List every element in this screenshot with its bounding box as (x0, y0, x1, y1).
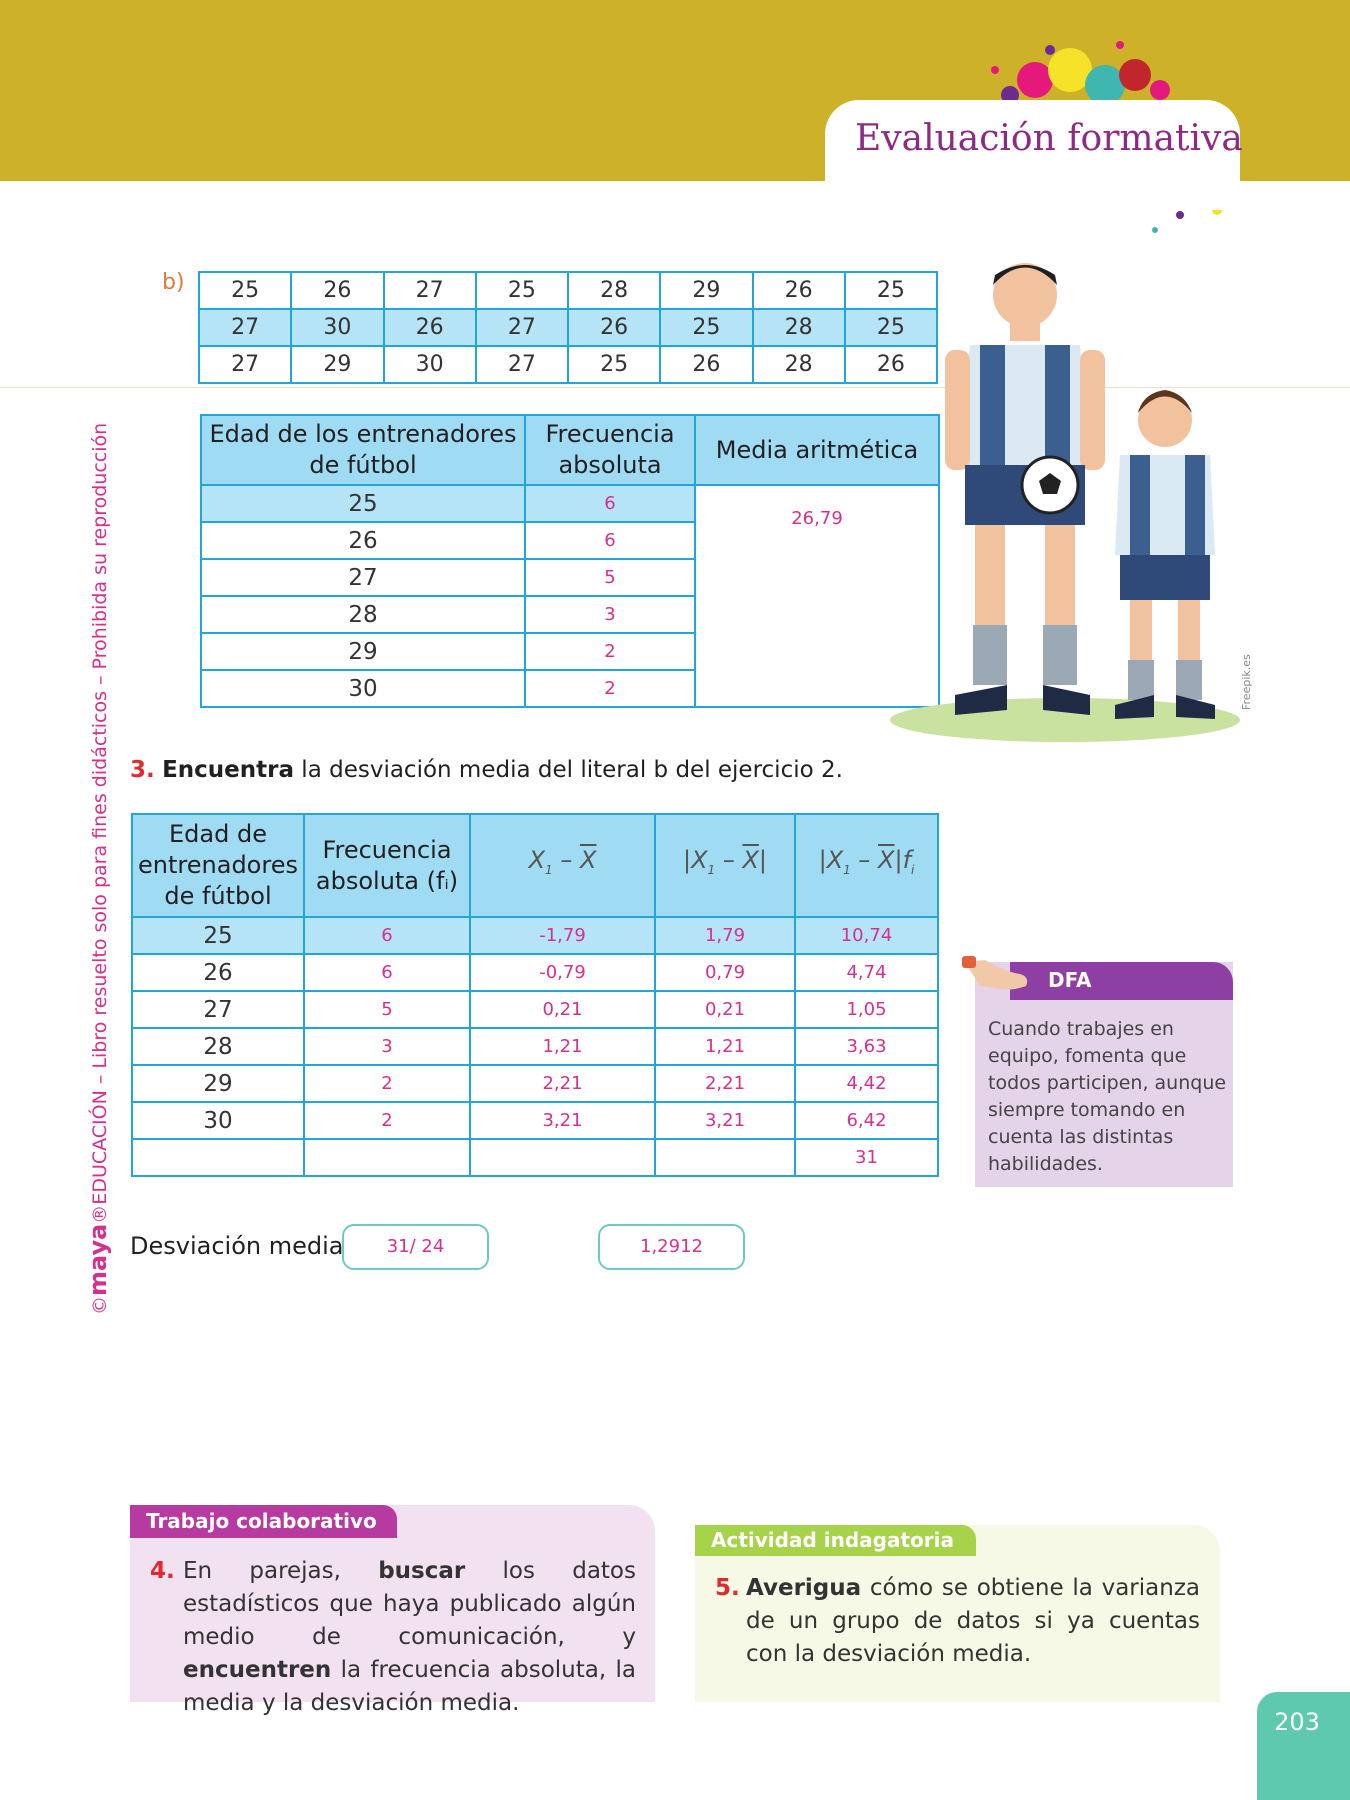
exercise-b-label: b) (162, 270, 185, 295)
age-cell: 26 (132, 954, 304, 991)
table-row (132, 954, 938, 991)
answer-box-fraction: 31/ 24 (342, 1224, 489, 1270)
header-deviation (470, 814, 655, 917)
data-cell: 25 (845, 272, 937, 309)
absolute-deviation-cell: 0,79 (655, 954, 795, 991)
question-number: 3. (130, 757, 155, 783)
data-cell: 27 (476, 346, 568, 383)
question-verb: Encuentra (162, 757, 294, 783)
question-4: 4. En parejas, buscar los datos estadísticos que haya publicado algún medio de comunicación, y encuentren la frecuencia absoluta, la media y la desviación media. (150, 1555, 636, 1720)
soccer-players-illustration (885, 255, 1265, 745)
frequency-cell: 5 (304, 991, 470, 1028)
header-frequency: Frecuencia absoluta (fᵢ) (304, 814, 470, 917)
data-cell: 28 (753, 309, 845, 346)
absolute-deviation-cell: 3,21 (655, 1102, 795, 1139)
deviation-cell: -0,79 (470, 954, 655, 991)
table-row (132, 1102, 938, 1139)
age-cell: 28 (201, 596, 525, 633)
frequency-cell: 6 (525, 485, 695, 522)
data-cell: 26 (291, 272, 383, 309)
mean-value: 26,79 (695, 485, 939, 707)
age-cell: 28 (132, 1028, 304, 1065)
data-cell: 28 (568, 272, 660, 309)
deviation-cell: 2,21 (470, 1065, 655, 1102)
table-row (132, 1065, 938, 1102)
data-cell: 26 (845, 346, 937, 383)
weighted-deviation-cell: 1,05 (795, 991, 938, 1028)
frequency-table (200, 414, 940, 708)
deviation-cell: -1,79 (470, 917, 655, 954)
age-cell: 25 (132, 917, 304, 954)
age-cell: 27 (132, 991, 304, 1028)
table-row (132, 991, 938, 1028)
age-cell (132, 1139, 304, 1176)
dfa-text: Cuando trabajes en equipo, fomenta que todos participen, aunque siempre tomando en cuenta las distintas habilidades. (988, 1018, 1227, 1175)
table-row (132, 1028, 938, 1065)
deviation-cell (470, 1139, 655, 1176)
frequency-cell: 6 (304, 954, 470, 991)
table-header-row (201, 415, 939, 485)
frequency-cell: 6 (525, 522, 695, 559)
deviation-cell: 3,21 (470, 1102, 655, 1139)
table-row (199, 346, 937, 383)
absolute-deviation-formula: $|X_1 - \overline{X}|$ (683, 846, 767, 877)
data-cell: 25 (845, 309, 937, 346)
age-cell: 30 (132, 1102, 304, 1139)
frequency-cell: 2 (304, 1102, 470, 1139)
weighted-deviation-cell: 3,63 (795, 1028, 938, 1065)
question-number: 5. (715, 1575, 740, 1601)
hand-icon (960, 952, 1040, 1002)
data-cell: 27 (384, 272, 476, 309)
table-row (132, 917, 938, 954)
data-cell: 28 (753, 346, 845, 383)
dfa-header (1010, 962, 1233, 1000)
header-frequency: Frecuencia absoluta (525, 415, 695, 485)
age-cell: 29 (201, 633, 525, 670)
data-cell: 29 (291, 346, 383, 383)
question-number: 4. (150, 1558, 175, 1584)
question-text: la desviación media del literal b del ejercicio 2. (294, 757, 843, 783)
answer-box-decimal: 1,2912 (598, 1224, 745, 1270)
deviation-formula: $X_1 - \overline{X}$ (528, 846, 597, 877)
age-cell: 30 (201, 670, 525, 707)
data-cell: 30 (384, 346, 476, 383)
header-mean: Media aritmética (695, 415, 939, 485)
frequency-cell: 3 (304, 1028, 470, 1065)
frequency-cell: 6 (304, 917, 470, 954)
data-cell: 27 (199, 309, 291, 346)
table-row (199, 272, 937, 309)
data-cell: 27 (476, 309, 568, 346)
header-age: Edad de los entrenadores de fútbol (201, 415, 525, 485)
frequency-cell: 3 (525, 596, 695, 633)
copyright-side-text: ©maya®EDUCACIÓN – Libro resuelto solo para fines didácticos – Prohibida su reproducción (84, 422, 112, 1315)
frequency-cell: 2 (525, 633, 695, 670)
table-row (201, 485, 939, 522)
data-cell: 26 (753, 272, 845, 309)
age-cell: 26 (201, 522, 525, 559)
data-cell: 27 (199, 346, 291, 383)
data-cell: 25 (660, 309, 752, 346)
data-cell: 30 (291, 309, 383, 346)
age-cell: 27 (201, 559, 525, 596)
absolute-deviation-cell: 1,79 (655, 917, 795, 954)
header-weighted-deviation (795, 814, 938, 917)
data-cell: 25 (199, 272, 291, 309)
weighted-deviation-cell: 10,74 (795, 917, 938, 954)
collaborative-work-title: Trabajo colaborativo (130, 1505, 397, 1538)
frequency-cell (304, 1139, 470, 1176)
frequency-cell: 2 (304, 1065, 470, 1102)
frequency-cell: 2 (525, 670, 695, 707)
absolute-deviation-cell: 1,21 (655, 1028, 795, 1065)
brand-name: maya (84, 1223, 112, 1296)
weighted-deviation-cell: 4,74 (795, 954, 938, 991)
absolute-deviation-cell: 2,21 (655, 1065, 795, 1102)
data-cell: 26 (568, 309, 660, 346)
data-cell: 29 (660, 272, 752, 309)
data-cell: 25 (568, 346, 660, 383)
age-cell: 29 (132, 1065, 304, 1102)
data-cell: 25 (476, 272, 568, 309)
copyright-symbol: © (89, 1296, 111, 1315)
weighted-deviation-cell: 4,42 (795, 1065, 938, 1102)
deviation-table (131, 813, 939, 1177)
page-number: 203 (1274, 1708, 1320, 1736)
header-age: Edad de entrenadores de fútbol (132, 814, 304, 917)
age-cell: 25 (201, 485, 525, 522)
question-5: 5. Averigua cómo se obtiene la varianza de un grupo de datos si ya cuentas con la desviación media. (715, 1572, 1200, 1671)
data-cell: 26 (660, 346, 752, 383)
table-total-row (132, 1139, 938, 1176)
mean-deviation-label: Desviación media (130, 1232, 344, 1260)
deviation-cell: 1,21 (470, 1028, 655, 1065)
copyright-text: EDUCACIÓN – Libro resuelto solo para fines didácticos – Prohibida su reproducción (89, 422, 111, 1205)
data-cell: 26 (384, 309, 476, 346)
absolute-deviation-cell (655, 1139, 795, 1176)
weighted-deviation-cell: 6,42 (795, 1102, 938, 1139)
header-absolute-deviation (655, 814, 795, 917)
absolute-deviation-cell: 0,21 (655, 991, 795, 1028)
deviation-cell: 0,21 (470, 991, 655, 1028)
inquiry-activity-title: Actividad indagatoria (695, 1525, 976, 1556)
exercise-b-data-table (198, 271, 938, 384)
table-row (199, 309, 937, 346)
image-credit: Freepik.es (1240, 654, 1253, 710)
question-3 (130, 757, 843, 783)
frequency-cell: 5 (525, 559, 695, 596)
weighted-deviation-formula: $|X_1 - \overline{X}|f_i$ (818, 846, 915, 877)
table-header-row (132, 814, 938, 917)
total-cell: 31 (795, 1139, 938, 1176)
page-title: Evaluación formativa (855, 118, 1243, 159)
dfa-title: DFA (1048, 968, 1092, 992)
